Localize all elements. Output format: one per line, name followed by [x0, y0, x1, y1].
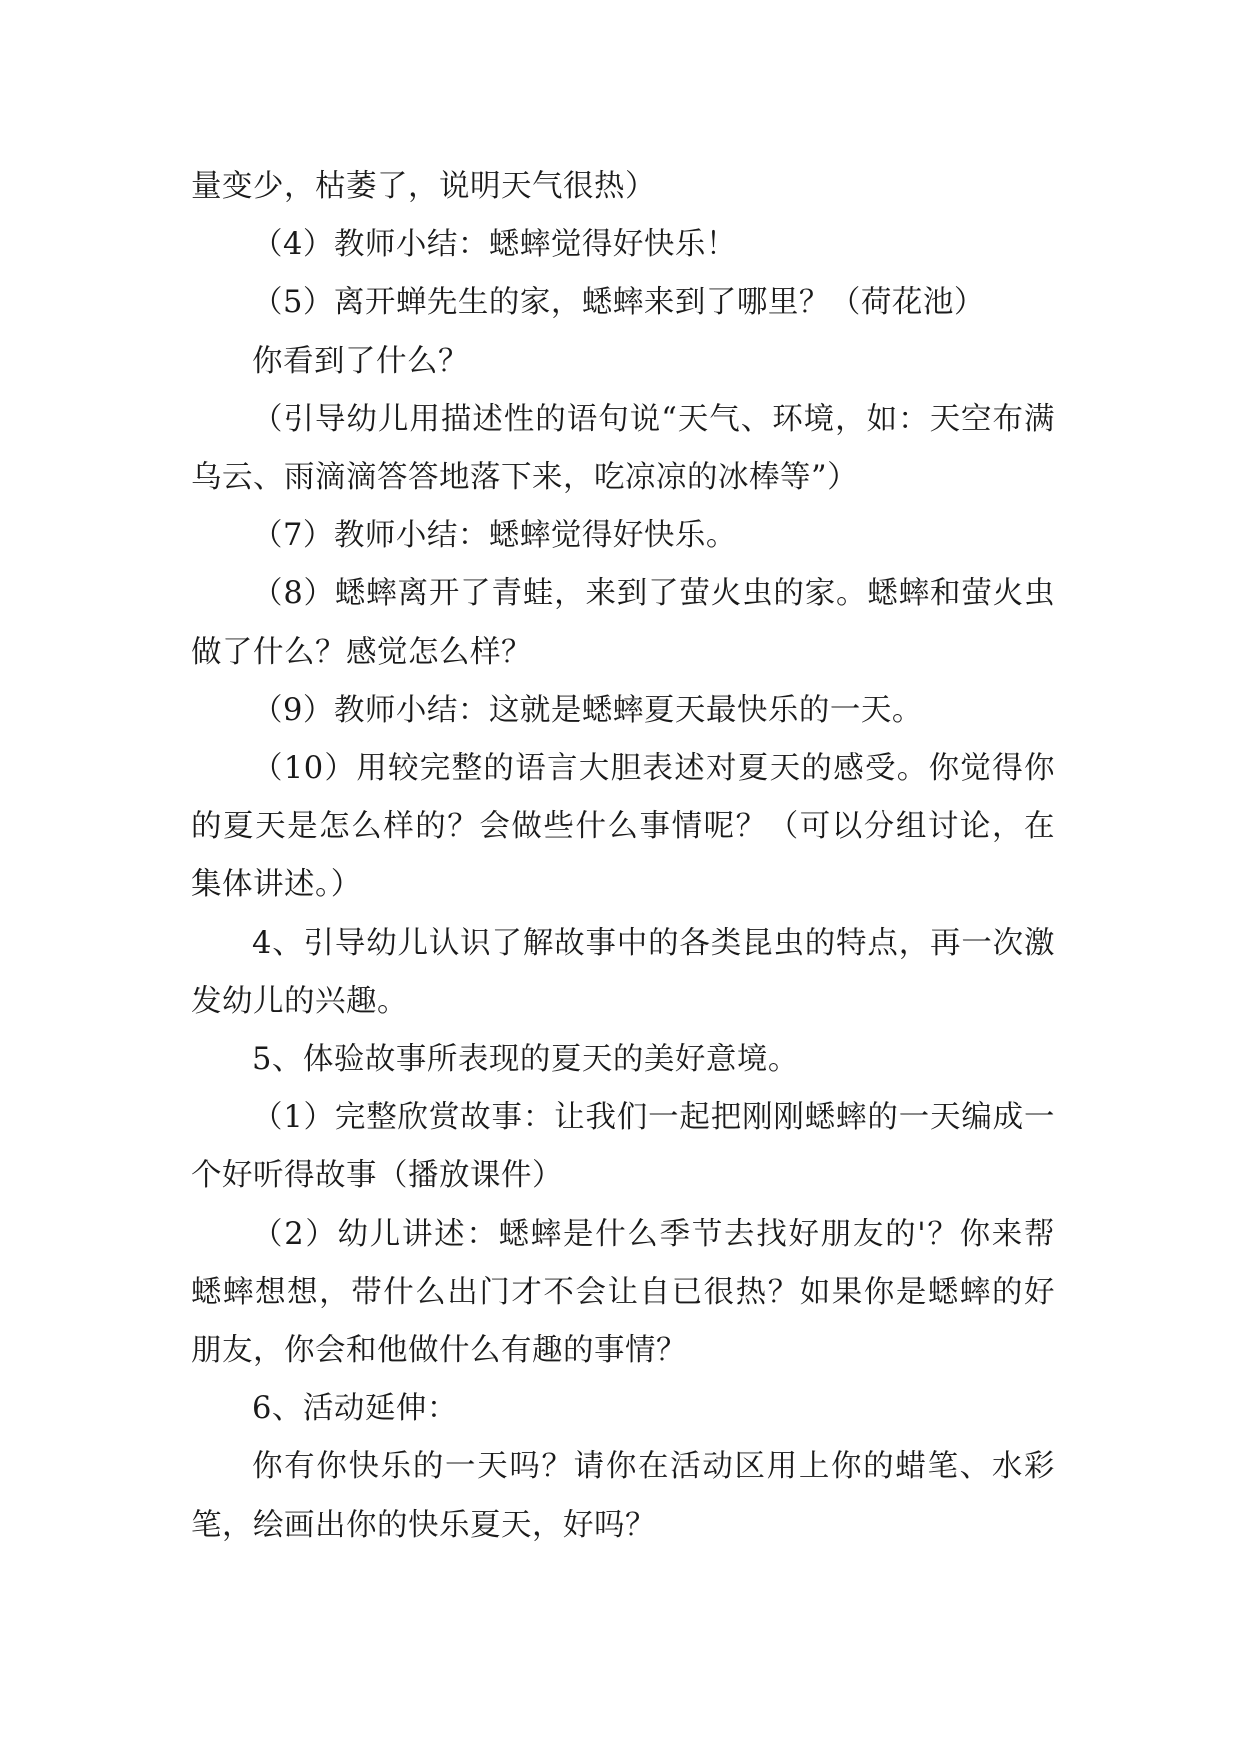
paragraph: 你有你快乐的一天吗？请你在活动区用上你的蜡笔、水彩笔，绘画出你的快乐夏天，好吗？	[191, 1449, 1055, 1543]
paragraph: 6、活动延伸：	[252, 1391, 458, 1427]
paragraph: 你看到了什么？	[252, 343, 469, 379]
paragraph: 量变少，枯萎了，说明天气很热）	[191, 169, 656, 204]
paragraph: （5）离开蝉先生的家，蟋蟀来到了哪里？（荷花池）	[252, 285, 985, 321]
paragraph: （7）教师小结：蟋蟀觉得好快乐。	[252, 518, 737, 554]
document-body	[191, 158, 1055, 1555]
paragraph: （10）用较完整的语言大胆表述对夏天的感受。你觉得你的夏天是怎么样的？会做些什么事情呢？（可以分组讨论，在集体讲述。）	[191, 751, 1055, 903]
paragraph: （1）完整欣赏故事：让我们一起把刚刚蟋蟀的一天编成一个好听得故事（播放课件）	[191, 1100, 1055, 1194]
paragraph: （9）教师小结：这就是蟋蟀夏天最快乐的一天。	[252, 692, 923, 728]
paragraph: 5、体验故事所表现的夏天的美好意境。	[252, 1042, 799, 1078]
paragraph: （8）蟋蟀离开了青蛙，来到了萤火虫的家。蟋蟀和萤火虫做了什么？感觉怎么样？	[191, 576, 1055, 670]
paragraph: （2）幼儿讲述：蟋蟀是什么季节去找好朋友的'？你来帮蟋蟀想想，带什么出门才不会让自已很热？如果你是蟋蟀的好朋友，你会和他做什么有趣的事情？	[191, 1216, 1055, 1369]
paragraph: 4、引导幼儿认识了解故事中的各类昆虫的特点，再一次激发幼儿的兴趣。	[191, 925, 1055, 1019]
paragraph: （4）教师小结：蟋蟀觉得好快乐！	[252, 227, 737, 263]
paragraph: （引导幼儿用描述性的语句说“天气、环境，如：天空布满乌云、雨滴滴答答地落下来，吃凉凉的冰棒等”）	[191, 401, 1055, 496]
